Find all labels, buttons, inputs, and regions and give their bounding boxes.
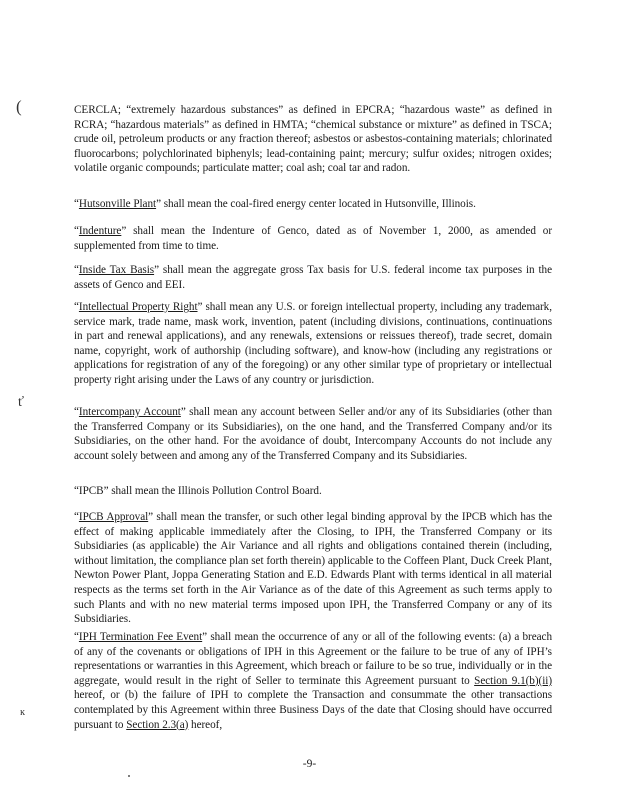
definition-indenture	[74, 224, 552, 253]
quote-open: “	[74, 225, 79, 237]
cercla-continuation-paragraph	[74, 103, 552, 176]
paragraph-text: CERCLA; “extremely hazardous substances” as defined in EPCRA; “hazardous waste” as defined in RCRA; “hazardous materials” as defined in HMTA; “chemical substance or mixture” as defined in TSCA; crude oil, petroleum products or any fraction thereof; asbestos or asbestos-containing materials; chlorinated fluorocarbons; polychlorinated biphenyls; lead-containing paint; mercury; sulfur oxides; nitrogen oxides; volatile organic compounds; particulate matter; coal ash; coal tar and radon.	[74, 104, 552, 175]
quote-open: “	[74, 198, 79, 210]
defined-term: IPCB Approval	[78, 511, 149, 523]
definition-text: ” shall mean the occurrence of any or all of the following events: (a) a breach of any of the covenants or obligations of IPH in this Agreement or the failure to be true of any of IPH’s representations or warranties in this Agreement, which breach or failure to be so true, individually or in the aggregate, would result in the right of Seller to terminate this Agreement pursuant to	[74, 631, 553, 687]
quote-open: “	[74, 631, 79, 643]
definition-text: ” shall mean the transfer, or such other legal binding approval by the IPCB which has the effect of making applicable immediately after the Closing, to IPH, the Transferred Company or its Subsidiaries (as applicable) the Air Variance and all rights and obligations contained therein (including, without limitation, the compliance plan set forth therein) applicable to the Coffeen Plant, Duck Creek Plant, Newton Power Plant, Joppa Generating Station and E.D. Edwards Plant with terms identical in all material respects as the terms set forth in the Air Variance as of the date of this Agreement as such terms apply to such Plants and with no new material terms imposed upon IPH, the Transferred Company or any of its Subsidiaries.	[74, 511, 552, 626]
definition-text: ” shall mean the aggregate gross Tax basis for U.S. federal income tax purposes in the assets of Genco and EEI.	[74, 264, 552, 291]
definition-ipcb	[74, 484, 552, 499]
section-reference-link[interactable]: Section 9.1(b)(ii)	[474, 674, 552, 687]
quote-open: “	[74, 301, 79, 313]
quote-open: “	[74, 406, 79, 418]
margin-scan-mark-bottom: ĸ	[20, 707, 25, 718]
scan-speck	[128, 775, 130, 777]
definition-text: hereof, or (b) the failure of IPH to complete the Transaction and consummate the other transactions contemplated by this Agreement within three Business Days of the date that Closing should have occurred pursuant to	[74, 689, 552, 731]
defined-term: Intercompany Account	[78, 406, 181, 418]
definition-text: ” shall mean the Indenture of Genco, dated as of November 1, 2000, as amended or supplemented from time to time.	[74, 225, 552, 252]
quote-open: “	[74, 511, 79, 523]
definition-intellectual-property-right	[74, 300, 552, 388]
page-number: -9-	[302, 758, 317, 770]
margin-parenthesis-mark: (	[16, 97, 22, 116]
section-reference-link[interactable]: Section 2.3(a)	[126, 718, 189, 731]
definition-inside-tax-basis	[74, 263, 552, 292]
definition-text: ” shall mean any account between Seller and/or any of its Subsidiaries (other than the Transferred Company or its Subsidiaries), on the one hand, and the Transferred Company and/or its Subsidiaries, on the other hand. For the avoidance of doubt, Intercompany Accounts do not include any account solely between and among any of the Transferred Company and its Subsidiaries.	[74, 406, 552, 462]
defined-term: Hutsonville Plant	[78, 198, 157, 210]
definition-text: hereof,	[188, 718, 223, 731]
margin-scan-mark: ť	[18, 395, 24, 410]
definition-hutsonville-plant	[74, 197, 552, 212]
definition-text: “IPCB” shall mean the Illinois Pollution Control Board.	[74, 485, 322, 497]
defined-term: IPH Termination Fee Event	[78, 631, 203, 643]
defined-term: Inside Tax Basis	[78, 264, 155, 276]
definition-intercompany-account	[74, 405, 552, 463]
defined-term: Indenture	[78, 225, 122, 237]
definition-ipcb-approval	[74, 510, 552, 627]
quote-open: “	[74, 264, 79, 276]
definition-text: ” shall mean any U.S. or foreign intellectual property, including any trademark, service mark, trade name, mask work, invention, patent (including divisions, continuations, continuations in part and renewal applications), and any renewals, extensions or reissues thereof), trade secret, domain name, copyright, work of authorship (including software), and know-how (including any registrations or applications for registration of any of the foregoing) or any other similar type of proprietary or intellectual property right arising under the Laws of any country or jurisdiction.	[74, 301, 552, 386]
defined-term: Intellectual Property Right	[78, 301, 198, 313]
definition-text: ” shall mean the coal-fired energy center located in Hutsonville, Illinois.	[156, 198, 476, 210]
definition-iph-termination-fee-event	[74, 630, 552, 732]
